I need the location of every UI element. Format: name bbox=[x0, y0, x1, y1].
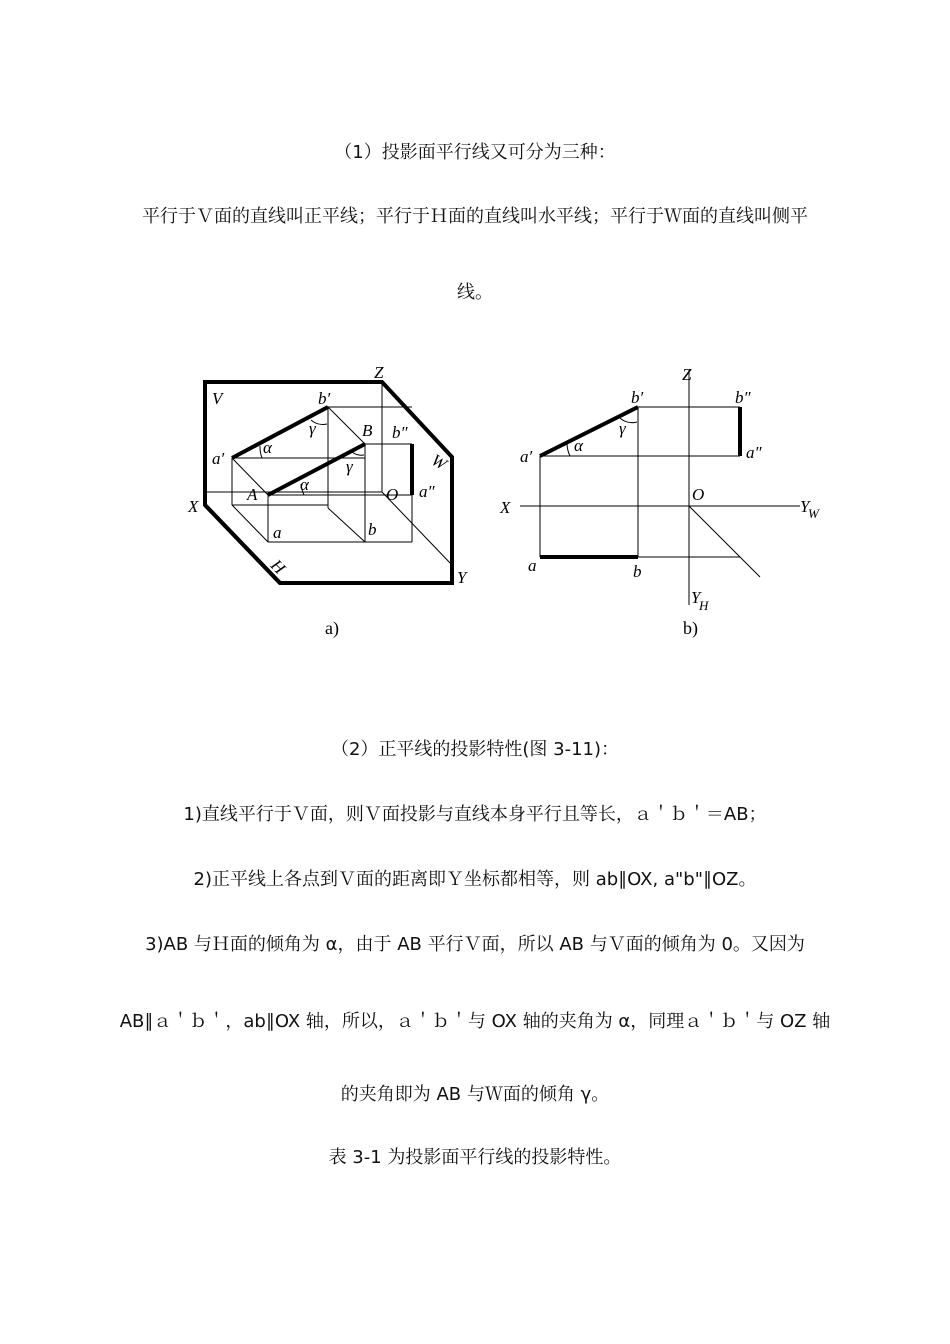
label-a-dprime-2: a″ bbox=[746, 443, 762, 462]
figure-projection bbox=[0, 345, 950, 655]
label-b-2: b bbox=[633, 562, 642, 581]
label-X-2: X bbox=[500, 498, 511, 517]
label-A: A bbox=[247, 485, 258, 504]
label-a-2: a bbox=[528, 556, 537, 575]
table-note: 表 3-1 为投影面平行线的投影特性。 bbox=[328, 1147, 622, 1168]
label-a-prime: a′ bbox=[212, 449, 225, 468]
label-V: V bbox=[212, 389, 223, 408]
label-B: B bbox=[362, 421, 373, 440]
section-2-item-2: 2)正平线上各点到Ｖ面的距离即Ｙ坐标都相等，则 ab∥OX, a"b"∥OZ。 bbox=[193, 869, 757, 890]
section-1-title: （1）投影面平行线又可分为三种： bbox=[334, 142, 616, 163]
label-Z: Z bbox=[374, 363, 384, 382]
label-alpha-2: α bbox=[300, 475, 309, 494]
figure-b-labels bbox=[499, 365, 820, 639]
label-O: O bbox=[386, 485, 399, 504]
section-2-item-3-line-3: 的夹角即为 AB 与Ｗ面的倾角 γ。 bbox=[340, 1084, 610, 1105]
label-b-prime-2: b′ bbox=[631, 388, 644, 407]
section-2-item-3-line-2: AB∥ａ＇ｂ＇，ab∥OX 轴，所以，ａ＇ｂ＇与 OX 轴的夹角为 α，同理ａ＇ｂ＇与 OZ 轴 bbox=[119, 1011, 831, 1032]
caption-b: b) bbox=[683, 618, 698, 638]
label-YH: Y bbox=[691, 588, 701, 607]
label-O-2: O bbox=[692, 485, 705, 504]
label-W: W bbox=[428, 450, 450, 474]
figure-b bbox=[520, 370, 800, 605]
figure-a bbox=[205, 382, 452, 583]
label-YW: Y bbox=[800, 497, 810, 516]
label-W-sub: W bbox=[808, 506, 819, 521]
section-1-text-line-1: 平行于Ｖ面的直线叫正平线；平行于Ｈ面的直线叫水平线；平行于Ｗ面的直线叫侧平 bbox=[142, 206, 808, 227]
x-axis-line bbox=[205, 505, 280, 583]
label-H: H bbox=[266, 555, 290, 578]
label-a-dprime: a″ bbox=[419, 482, 435, 501]
label-b-prime: b′ bbox=[318, 389, 331, 408]
section-2-item-3-line-1: 3)AB 与Ｈ面的倾角为 α，由于 AB 平行Ｖ面，所以 AB 与Ｖ面的倾角为 0。又因为 bbox=[145, 934, 805, 955]
label-b: b bbox=[368, 520, 377, 539]
label-alpha-3: α bbox=[574, 436, 583, 455]
section-2-title: （2）正平线的投影特性(图 3-11)： bbox=[330, 739, 620, 760]
caption-a: a) bbox=[325, 618, 339, 638]
section-1-text-line-2: 线。 bbox=[457, 282, 493, 303]
label-gamma-2: γ bbox=[346, 457, 353, 476]
label-alpha-1: α bbox=[263, 438, 272, 457]
label-b-dprime: b″ bbox=[392, 423, 408, 442]
label-Y: Y bbox=[457, 568, 467, 587]
label-a: a bbox=[273, 523, 282, 542]
label-a-prime-2: a′ bbox=[520, 447, 533, 466]
label-H-sub: H bbox=[699, 598, 709, 613]
section-2-item-1: 1)直线平行于Ｖ面，则Ｖ面投影与直线本身平行且等长，ａ＇ｂ＇＝AB； bbox=[183, 804, 767, 825]
label-gamma-1: γ bbox=[309, 419, 316, 438]
figure-svg bbox=[0, 345, 950, 655]
label-Z-2: Z bbox=[682, 365, 692, 384]
label-X: X bbox=[188, 497, 199, 516]
label-gamma-3: γ bbox=[619, 419, 626, 438]
label-b-dprime-2: b″ bbox=[735, 388, 751, 407]
